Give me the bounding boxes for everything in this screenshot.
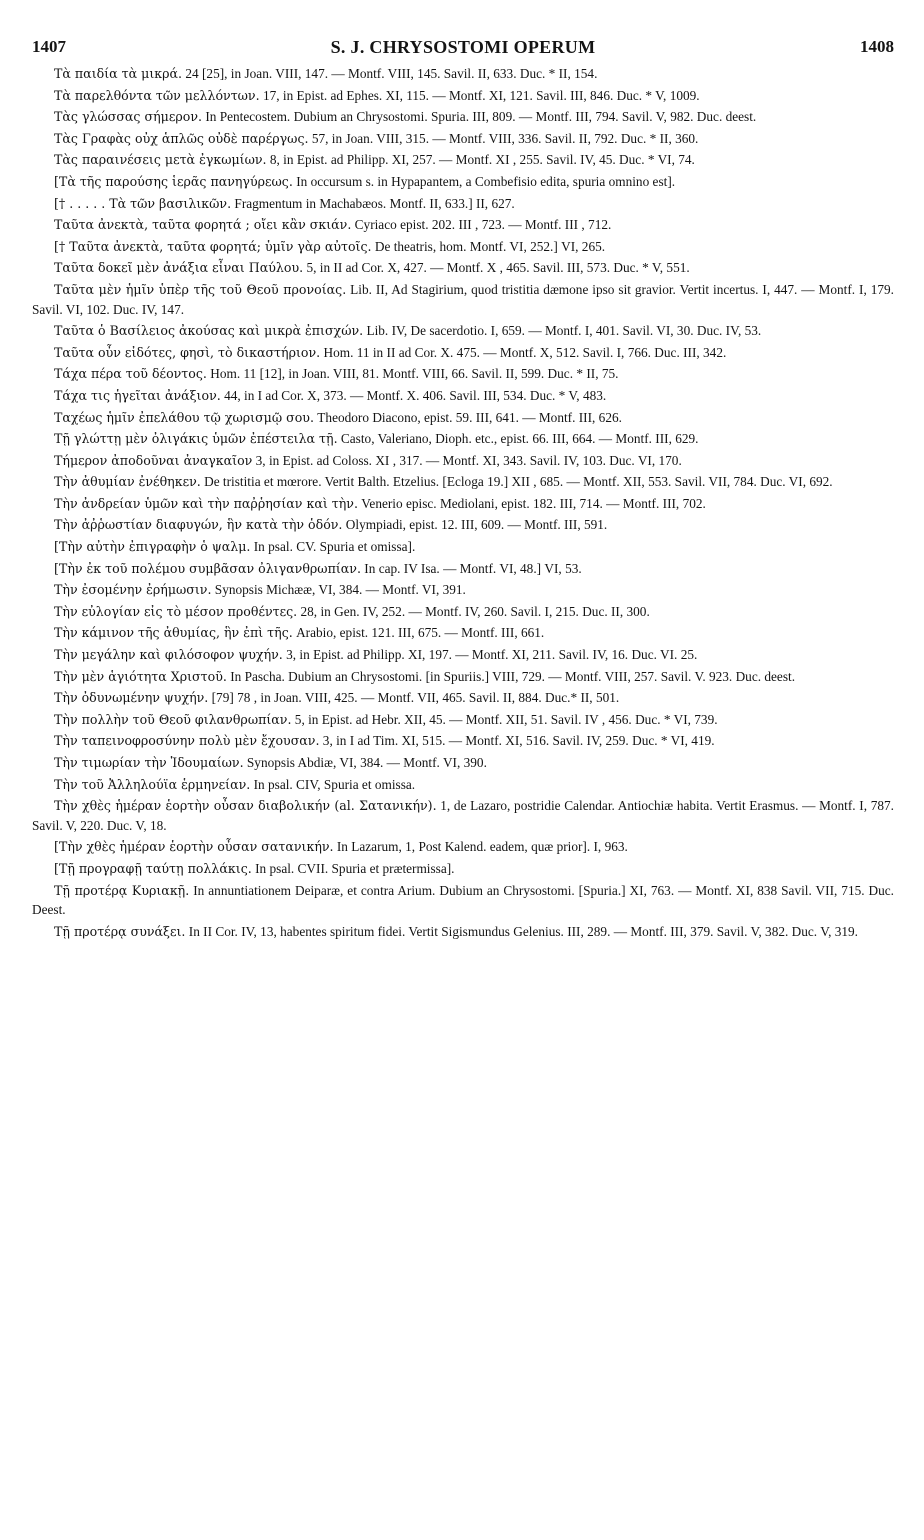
entry-reference: 3, in I ad Tim. XI, 515. — Montf. XI, 516. Savil. IV, 259. Duc. * VI, 419.	[322, 733, 715, 749]
running-title: S. J. CHRYSOSTOMI OPERUM	[330, 37, 596, 57]
entry-incipit: [Τῇ προγραφῇ ταύτῃ πολλάκις.	[54, 860, 252, 876]
entry-incipit: Τὴν ἀθυμίαν ἐνέθηκεν.	[54, 474, 201, 490]
entry-incipit: Τὴν ἐσομένην ἐρήμωσιν.	[54, 582, 212, 598]
index-entry	[32, 258, 894, 278]
entry-reference: [79] 78 , in Joan. VIII, 425. — Montf. VII, 465. Savil. II, 884. Duc.* II, 501.	[211, 690, 620, 706]
index-entries	[32, 64, 894, 943]
entry-incipit: Τῇ προτέρᾳ Κυριακῇ.	[54, 882, 190, 898]
entry-incipit: Ταχέως ἡμῖν ἐπελάθου τῷ χωρισμῷ σου.	[54, 409, 314, 425]
index-entry	[32, 667, 894, 687]
entry-reference: Olympiadi, epist. 12. III, 609. — Montf. III, 591.	[345, 517, 608, 533]
entry-reference: De tristitia et mœrore. Vertit Balth. Etzelius. [Ecloga 19.] XII , 685. — Montf. XII, 553. Savil. VII, 784. Duc. VI, 692.	[204, 474, 833, 490]
entry-incipit: Τήμερον ἀποδοῦναι ἀναγκαῖον	[54, 452, 253, 468]
index-entry	[32, 837, 894, 857]
entry-reference: In Pentecostem. Dubium an Chrysostomi. Spuria. III, 809. — Montf. III, 794. Savil. V, 982. Duc. deest.	[205, 109, 757, 125]
index-entry	[32, 64, 894, 84]
index-entry	[32, 472, 894, 492]
entry-incipit: Ταῦτα δοκεῖ μὲν ἀνάξια εἶναι Παύλου.	[54, 260, 304, 276]
entry-reference: 17, in Epist. ad Ephes. XI, 115. — Montf. XI, 121. Savil. III, 846. Duc. * V, 1009.	[262, 87, 700, 103]
entry-reference: 28, in Gen. IV, 252. — Montf. IV, 260. Savil. I, 215. Duc. II, 300.	[300, 603, 650, 619]
column-number-left: 1407	[32, 37, 66, 56]
entry-reference: In Pascha. Dubium an Chrysostomi. [in Spuriis.] VIII, 729. — Montf. VIII, 257. Savil. V. 923. Duc. deest.	[230, 668, 796, 684]
index-entry	[32, 922, 894, 942]
entry-incipit: Τὰς Γραφὰς οὐχ ἁπλῶς οὐδὲ παρέργως.	[54, 130, 309, 146]
entry-reference: Lib. II, Ad Stagirium, quod tristitia dæmone ipso sit gravior. Vertit incertus. I, 447. — Montf. I, 179. Savil. VI, 102. Duc. IV, 147.	[32, 281, 894, 317]
index-entry	[32, 775, 894, 795]
entry-reference: In psal. CV. Spuria et omissa].	[253, 539, 416, 555]
index-entry	[32, 386, 894, 406]
entry-reference: In psal. CVII. Spuria et prætermissa].	[255, 860, 455, 876]
entry-reference: Casto, Valeriano, Dioph. etc., epist. 66. III, 664. — Montf. III, 629.	[340, 431, 699, 447]
entry-incipit: Τὴν ἀνδρείαν ὑμῶν καὶ τὴν παῤῥησίαν καὶ τὴν.	[54, 495, 358, 511]
index-entry	[32, 602, 894, 622]
entry-incipit: Τὴν ἀῤῥωστίαν διαφυγών, ἣν κατὰ τὴν ὁδόν.	[54, 517, 343, 533]
entry-reference: In psal. CIV, Spuria et omissa.	[253, 776, 416, 792]
entry-incipit: Ταῦτα ἀνεκτὰ, ταῦτα φορητά ; οἴει κἂν σκιάν.	[54, 217, 352, 233]
entry-incipit: Τάχα πέρα τοῦ δέοντος.	[54, 366, 207, 382]
index-entry	[32, 623, 894, 643]
entry-reference: In cap. IV Isa. — Montf. VI, 48.] VI, 53.	[364, 560, 582, 576]
column-number-right: 1408	[860, 37, 894, 56]
entry-incipit: [Τὴν χθὲς ἡμέραν ἑορτὴν οὖσαν σατανικήν.	[54, 839, 334, 855]
index-entry	[32, 408, 894, 428]
entry-incipit: Τὴν κάμινον τῆς ἀθυμίας, ἣν ἐπὶ τῆς.	[54, 625, 293, 641]
index-entry	[32, 150, 894, 170]
entry-incipit: Τὴν χθὲς ἡμέραν ἑορτὴν οὖσαν διαβολικήν (al. Σατανικήν).	[54, 798, 437, 814]
entry-reference: Synopsis Abdiæ, VI, 384. — Montf. VI, 390.	[246, 755, 487, 770]
entry-reference: Lib. IV, De sacerdotio. I, 659. — Montf. I, 401. Savil. VI, 30. Duc. IV, 53.	[366, 323, 762, 339]
entry-reference: 44, in I ad Cor. X, 373. — Montf. X. 406. Savil. III, 534. Duc. * V, 483.	[224, 387, 607, 403]
entry-incipit: Τὴν πολλὴν τοῦ Θεοῦ φιλανθρωπίαν.	[54, 711, 292, 727]
entry-incipit: Τῇ προτέρᾳ συνάξει.	[54, 923, 186, 939]
entry-incipit: [Τὴν αὐτὴν ἐπιγραφὴν ὁ ψαλμ.	[54, 539, 251, 555]
entry-reference: 3, in Epist. ad Philipp. XI, 197. — Montf. XI, 211. Savil. IV, 16. Duc. VI. 25.	[286, 647, 698, 663]
index-entry	[32, 559, 894, 579]
entry-incipit: Τὰς παραινέσεις μετὰ ἐγκωμίων.	[54, 152, 267, 168]
index-entry	[32, 710, 894, 730]
entry-reference: In annuntiationem Deiparæ, et contra Arium. Dubium an Chrysostomi. [Spuria.] XI, 763. — Montf. XI, 838 Savil. VII, 715. Duc. Deest.	[32, 882, 895, 918]
entry-reference: 57, in Joan. VIII, 315. — Montf. VIII, 336. Savil. II, 792. Duc. * II, 360.	[311, 130, 699, 146]
entry-reference: 5, in Epist. ad Hebr. XII, 45. — Montf. XII, 51. Savil. IV , 456. Duc. * VI, 739.	[294, 711, 718, 727]
entry-reference: 5, in II ad Cor. X, 427. — Montf. X , 465. Savil. III, 573. Duc. * V, 551.	[306, 260, 690, 276]
index-entry	[32, 215, 894, 235]
entry-reference: Hom. 11 [12], in Joan. VIII, 81. Montf. VIII, 66. Savil. II, 599. Duc. * II, 75.	[210, 366, 619, 382]
entry-reference: 24 [25], in Joan. VIII, 147. — Montf. VIII, 145. Savil. II, 633. Duc. * II, 154.	[185, 66, 598, 81]
index-entry	[32, 107, 894, 127]
entry-reference: Theodoro Diacono, epist. 59. III, 641. — Montf. III, 626.	[317, 409, 622, 425]
index-entry	[32, 688, 894, 708]
index-entry	[32, 429, 894, 449]
entry-reference: Venerio episc. Mediolani, epist. 182. III, 714. — Montf. III, 702.	[361, 495, 706, 511]
entry-incipit: [Τὴν ἐκ τοῦ πολέμου συμβᾶσαν ὀλιγανθρωπίαν.	[54, 560, 361, 576]
entry-incipit: Ταῦτα μὲν ἡμῖν ὑπὲρ τῆς τοῦ Θεοῦ προνοίας.	[54, 281, 347, 297]
entry-incipit: [† Ταῦτα ἀνεκτὰ, ταῦτα φορητά; ὑμῖν γὰρ αὐτοῖς.	[54, 238, 372, 254]
index-entry	[32, 881, 894, 920]
entry-reference: Synopsis Michææ, VI, 384. — Montf. VI, 391.	[214, 582, 466, 598]
entry-reference: Fragmentum in Machabæos. Montf. II, 633.] II, 627.	[234, 195, 515, 211]
index-entry	[32, 645, 894, 665]
entry-reference: Hom. 11 in II ad Cor. X. 475. — Montf. X, 512. Savil. I, 766. Duc. III, 342.	[323, 344, 727, 360]
index-entry	[32, 494, 894, 514]
entry-incipit: Τὴν τοῦ Ἀλληλούϊα ἑρμηνείαν.	[54, 776, 251, 792]
index-entry	[32, 731, 894, 751]
entry-reference: In Lazarum, 1, Post Kalend. eadem, quæ prior]. I, 963.	[336, 839, 628, 855]
entry-incipit: Τὴν τιμωρίαν τὴν Ἰδουμαίων.	[54, 755, 244, 770]
index-entry	[32, 86, 894, 106]
index-entry	[32, 859, 894, 879]
index-entry	[32, 753, 894, 773]
index-entry	[32, 129, 894, 149]
index-entry	[32, 237, 894, 257]
index-entry	[32, 515, 894, 535]
entry-incipit: Τὰ παρελθόντα τῶν μελλόντων.	[54, 87, 260, 103]
entry-incipit: Τὴν ὀδυνωμένην ψυχήν.	[54, 690, 209, 706]
page-header	[32, 37, 894, 61]
index-entry	[32, 451, 894, 471]
index-entry	[32, 172, 894, 192]
entry-incipit: Ταῦτα ὁ Βασίλειος ἀκούσας καὶ μικρὰ ἐπισχών.	[54, 323, 364, 339]
index-entry	[32, 321, 894, 341]
entry-incipit: [Τὰ τῆς παρούσης ἱερᾶς πανηγύρεως.	[54, 173, 293, 189]
entry-reference: 8, in Epist. ad Philipp. XI, 257. — Montf. XI , 255. Savil. IV, 45. Duc. * VI, 74.	[269, 152, 695, 168]
entry-incipit: Τάχα τις ἡγεῖται ἀνάξιον.	[54, 387, 221, 403]
entry-incipit: Τὴν μὲν ἁγιότητα Χριστοῦ.	[54, 668, 227, 684]
index-entry	[32, 580, 894, 600]
index-entry	[32, 537, 894, 557]
entry-incipit: Τὴν εὐλογίαν εἰς τὸ μέσον προθέντες.	[54, 603, 298, 619]
entry-incipit: Τῇ γλώττῃ μὲν ὀλιγάκις ὑμῶν ἐπέστειλα τῇ.	[54, 431, 338, 447]
index-entry	[32, 280, 894, 319]
entry-reference: In II Cor. IV, 13, habentes spiritum fidei. Vertit Sigismundus Gelenius. III, 289. — Montf. III, 379. Savil. V, 382. Duc. V, 319.	[188, 923, 859, 939]
entry-incipit: [† . . . . . Τὰ τῶν βασιλικῶν.	[54, 195, 232, 211]
index-entry	[32, 796, 894, 835]
entry-reference: 3, in Epist. ad Coloss. XI , 317. — Montf. XI, 343. Savil. IV, 103. Duc. VI, 170.	[255, 452, 682, 468]
index-entry	[32, 364, 894, 384]
entry-reference: Cyriaco epist. 202. III , 723. — Montf. III , 712.	[354, 217, 612, 233]
index-entry	[32, 343, 894, 363]
entry-incipit: Τὰ παιδία τὰ μικρά.	[54, 66, 183, 81]
entry-incipit: Τὴν μεγάλην καὶ φιλόσοφον ψυχήν.	[54, 647, 283, 663]
index-entry	[32, 194, 894, 214]
entry-incipit: Τὴν ταπεινοφροσύνην πολὺ μὲν ἔχουσαν.	[54, 733, 320, 749]
entry-reference: 1, de Lazaro, postridie Calendar. Antiochiæ habita. Vertit Erasmus. — Montf. I, 787. Savil. V, 220. Duc. V, 18.	[32, 798, 894, 833]
entry-reference: Arabio, epist. 121. III, 675. — Montf. III, 661.	[296, 625, 545, 641]
entry-incipit: Τὰς γλώσσας σήμερον.	[54, 109, 202, 125]
entry-incipit: Ταῦτα οὖν εἰδότες, φησὶ, τὸ δικαστήριον.	[54, 344, 321, 360]
entry-reference: De theatris, hom. Montf. VI, 252.] VI, 265.	[374, 238, 606, 254]
entry-reference: In occursum s. in Hypapantem, a Combefisio edita, spuria omnino est].	[296, 173, 676, 189]
